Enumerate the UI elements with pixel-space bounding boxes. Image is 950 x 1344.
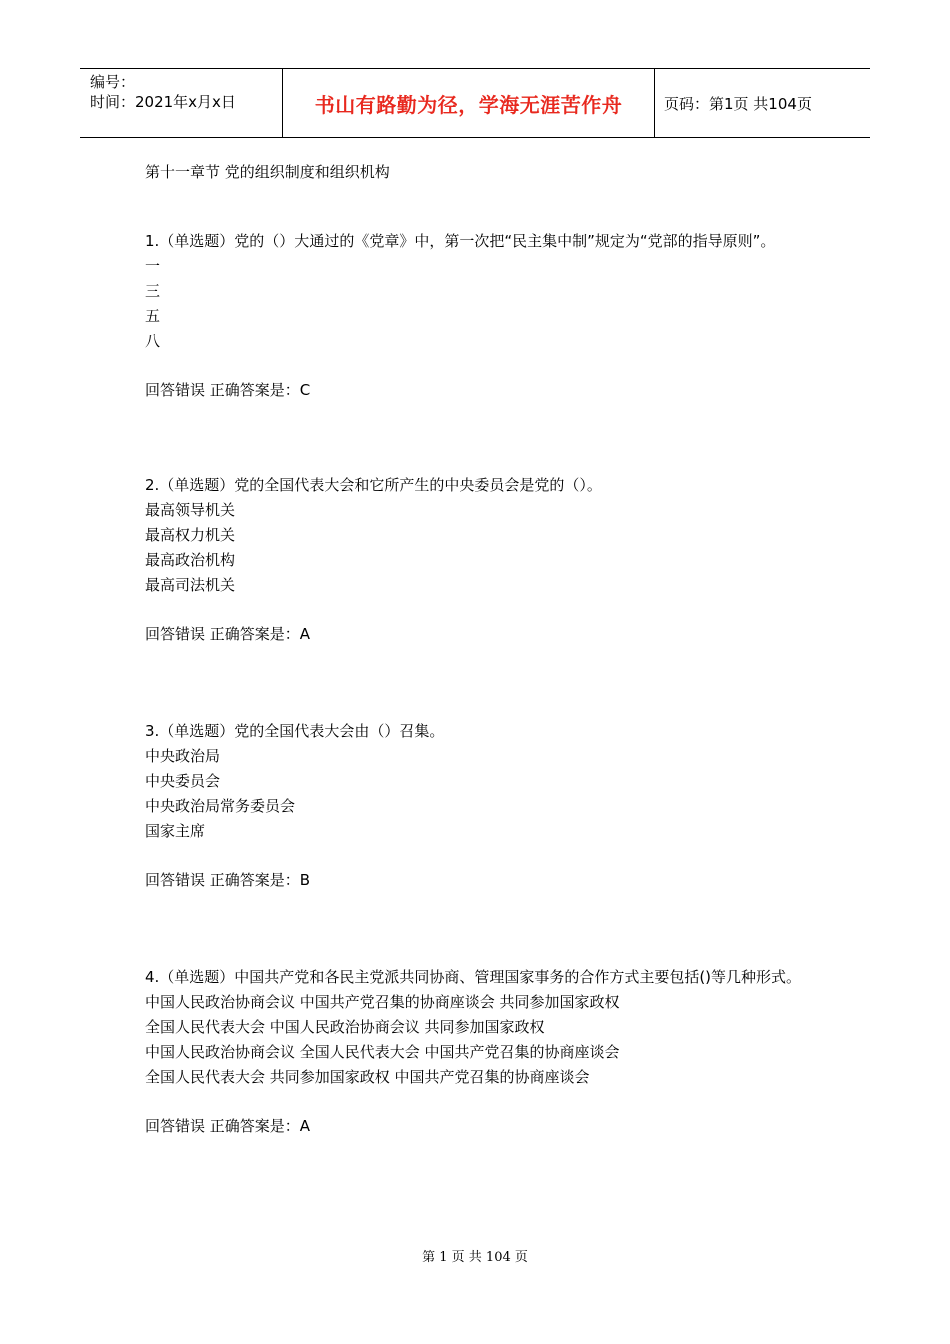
question-title: 3.（单选题）党的全国代表大会由（）召集。 bbox=[145, 722, 445, 740]
question-option: 最高权力机关 bbox=[145, 526, 236, 544]
question-title: 2.（单选题）党的全国代表大会和它所产生的中央委员会是党的（）。 bbox=[145, 476, 602, 494]
chapter-title: 第十一章节 党的组织制度和组织机构 bbox=[145, 163, 390, 181]
header-meta bbox=[80, 69, 282, 137]
motto-text: 书山有路勤为径，学海无涯苦作舟 bbox=[314, 92, 623, 117]
question-option: 最高领导机关 bbox=[145, 501, 236, 519]
question-option: 国家主席 bbox=[145, 822, 206, 840]
question-option: 五 bbox=[145, 307, 161, 325]
header-page-info bbox=[655, 69, 870, 137]
question-answer: 回答错误 正确答案是：A bbox=[145, 625, 311, 643]
question-answer: 回答错误 正确答案是：A bbox=[145, 1117, 311, 1135]
question-option: 全国人民代表大会 共同参加国家政权 中国共产党召集的协商座谈会 bbox=[145, 1068, 590, 1086]
question-title: 1.（单选题）党的（）大通过的《党章》中，第一次把“民主集中制”规定为“党部的指导原则”。 bbox=[145, 232, 776, 250]
question-option: 三 bbox=[145, 282, 161, 300]
question-1 bbox=[145, 229, 825, 403]
question-4 bbox=[145, 965, 825, 1139]
question-answer: 回答错误 正确答案是：C bbox=[145, 381, 311, 399]
question-answer: 回答错误 正确答案是：B bbox=[145, 871, 311, 889]
header-motto-cell bbox=[282, 69, 655, 137]
question-option: 中央政治局常务委员会 bbox=[145, 797, 296, 815]
time-label: 时间：2021年x月x日 bbox=[90, 93, 236, 111]
question-option: 最高司法机关 bbox=[145, 576, 236, 594]
question-option: 中央委员会 bbox=[145, 772, 221, 790]
document-header bbox=[80, 68, 870, 138]
question-option: 中国人民政治协商会议 中国共产党召集的协商座谈会 共同参加国家政权 bbox=[145, 993, 620, 1011]
question-option: 八 bbox=[145, 332, 161, 350]
question-title: 4.（单选题）中国共产党和各民主党派共同协商、管理国家事务的合作方式主要包括()等几种形式。 bbox=[145, 968, 802, 986]
question-3 bbox=[145, 719, 825, 893]
question-option: 一 bbox=[145, 257, 161, 275]
question-option: 中国人民政治协商会议 全国人民代表大会 中国共产党召集的协商座谈会 bbox=[145, 1043, 620, 1061]
question-option: 全国人民代表大会 中国人民政治协商会议 共同参加国家政权 bbox=[145, 1018, 545, 1036]
page-info-text: 页码：第1页 共104页 bbox=[664, 94, 812, 113]
question-option: 中央政治局 bbox=[145, 747, 221, 765]
number-label: 编号： bbox=[90, 73, 136, 91]
document-body bbox=[145, 160, 825, 1139]
page-footer: 第 1 页 共 104 页 bbox=[422, 1250, 528, 1265]
question-2 bbox=[145, 473, 825, 647]
question-option: 最高政治机构 bbox=[145, 551, 236, 569]
